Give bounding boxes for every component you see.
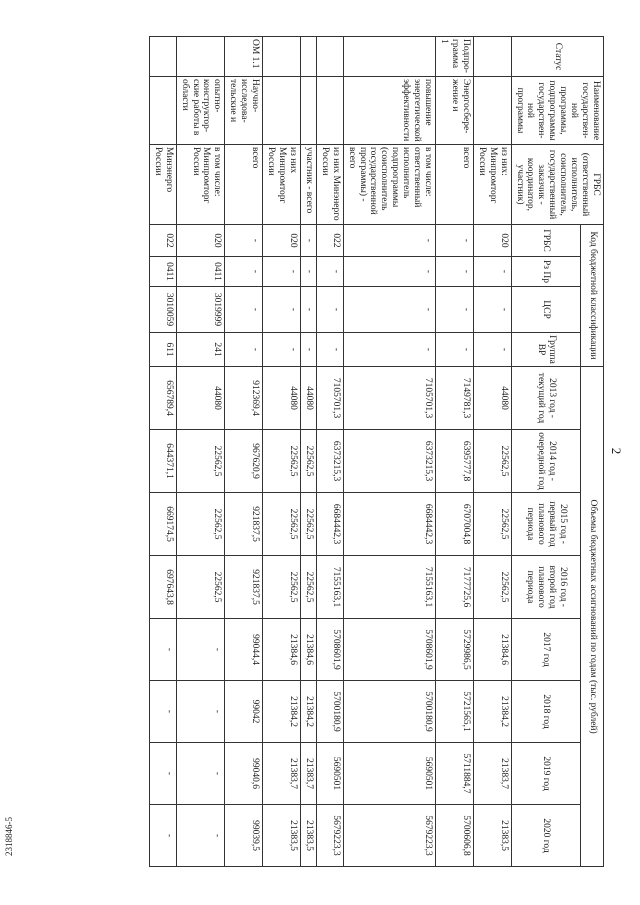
row-grbs: - (436, 225, 474, 257)
row-value: 44080 (300, 367, 316, 430)
row-grbs: - (225, 225, 263, 257)
row-rzpr: - (473, 257, 511, 287)
row-value: 656789,4 (149, 367, 176, 430)
col-grbs: ГРБС (511, 225, 581, 257)
row-value: 21384,2 (263, 681, 301, 743)
col-year-2017: 2017 год (511, 619, 581, 681)
row-value: 5690501 (343, 743, 435, 805)
row-value: 7105701,3 (316, 367, 343, 430)
row-rzpr: - (343, 257, 435, 287)
row-value: 21383,7 (263, 743, 301, 805)
row-value: 5700180,9 (316, 681, 343, 743)
row-value: 22562,5 (300, 493, 316, 556)
col-code-group: Код бюджетной классификации (581, 225, 604, 367)
row-status (473, 37, 511, 77)
row-value: - (149, 805, 176, 867)
row-value: 22562,5 (473, 493, 511, 556)
row-status: Подпро-грамма 1 (436, 37, 474, 77)
row-csr: - (225, 287, 263, 333)
row-value: 6707004,8 (436, 493, 474, 556)
table-row (343, 37, 435, 867)
table-row (436, 37, 474, 867)
row-value: 99040,6 (225, 743, 263, 805)
row-value: 697643,8 (149, 556, 176, 619)
table-row (300, 37, 316, 867)
row-grbs-resp: Минэнерго России (149, 145, 176, 225)
row-grbs-resp: из них Минэнерго России (316, 145, 343, 225)
row-value: 921837,5 (225, 556, 263, 619)
row-value: - (176, 805, 225, 867)
row-value: 22562,5 (263, 556, 301, 619)
row-grbs: - (343, 225, 435, 257)
row-grbs-resp: в том числе: Минпромторг России (176, 145, 225, 225)
header-row-1 (581, 37, 604, 867)
table-row (149, 37, 176, 867)
row-value: 21384,2 (300, 681, 316, 743)
row-value: 5711884,7 (436, 743, 474, 805)
row-value: 44080 (176, 367, 225, 430)
row-vr: - (225, 333, 263, 367)
row-value: 21383,5 (300, 805, 316, 867)
row-vr: - (300, 333, 316, 367)
row-rzpr: 0411 (176, 257, 225, 287)
row-value: 5679223,3 (316, 805, 343, 867)
page-number: 2 (609, 447, 624, 455)
table-row (316, 37, 343, 867)
row-name: Научно-исследова-тельские и (225, 77, 263, 145)
table-row (263, 37, 301, 867)
col-year-2020: 2020 год (511, 805, 581, 867)
row-grbs-resp: из них: Минпромторг России (473, 145, 511, 225)
row-grbs-resp: участник - всего (300, 145, 316, 225)
row-name (300, 77, 316, 145)
row-csr: 3019999 (176, 287, 225, 333)
row-value: 22562,5 (300, 556, 316, 619)
row-vr: - (316, 333, 343, 367)
row-value: - (176, 681, 225, 743)
row-name: повышение энергетической эффективности (343, 77, 435, 145)
row-status: ОМ 1.1 (225, 37, 263, 77)
row-value: 22562,5 (176, 556, 225, 619)
row-value: 22562,5 (176, 493, 225, 556)
row-value: 21383,5 (263, 805, 301, 867)
row-rzpr: 0411 (149, 257, 176, 287)
row-grbs-resp: в том числе: ответственный исполнитель подпрограммы (соисполнитель государственной программы) - всего (343, 145, 435, 225)
row-vr: - (436, 333, 474, 367)
table-row (176, 37, 225, 867)
row-value: 22562,5 (473, 556, 511, 619)
row-csr: - (436, 287, 474, 333)
row-value: 5700180,9 (343, 681, 435, 743)
row-csr: 3010059 (149, 287, 176, 333)
row-rzpr: - (263, 257, 301, 287)
row-grbs: 020 (176, 225, 225, 257)
row-value: 5721565,1 (436, 681, 474, 743)
row-value: 921837,5 (225, 493, 263, 556)
row-grbs: 022 (316, 225, 343, 257)
budget-table (149, 36, 604, 867)
row-value: - (176, 619, 225, 681)
row-csr: - (263, 287, 301, 333)
table-row (225, 37, 263, 867)
row-name (149, 77, 176, 145)
table-row (473, 37, 511, 867)
row-csr: - (473, 287, 511, 333)
row-grbs: - (300, 225, 316, 257)
row-value: 99044,4 (225, 619, 263, 681)
row-value: 5708601,9 (316, 619, 343, 681)
row-value: 644371,1 (149, 430, 176, 493)
row-value: 99039,5 (225, 805, 263, 867)
row-grbs-resp: всего (225, 145, 263, 225)
row-value: 21384,6 (300, 619, 316, 681)
row-grbs: 020 (473, 225, 511, 257)
row-name (316, 77, 343, 145)
row-value: 967620,9 (225, 430, 263, 493)
row-value: 7177725,6 (436, 556, 474, 619)
row-rzpr: - (316, 257, 343, 287)
row-value: - (149, 743, 176, 805)
row-csr: - (343, 287, 435, 333)
col-year-2016: 2016 год - второй год планового периода (511, 556, 581, 619)
col-vr: Группа ВР (511, 333, 581, 367)
row-value: - (176, 743, 225, 805)
row-value: 21384,6 (473, 619, 511, 681)
row-value: 21383,5 (473, 805, 511, 867)
row-value: 22562,5 (300, 430, 316, 493)
row-value: 22562,5 (176, 430, 225, 493)
row-value: 912369,4 (225, 367, 263, 430)
row-value: 99042 (225, 681, 263, 743)
row-value: - (149, 619, 176, 681)
table-body (149, 37, 511, 867)
row-name: опытно-конструктор-ские работы в области (176, 77, 225, 145)
col-year-2018: 2018 год (511, 681, 581, 743)
row-value: 7155163,1 (343, 556, 435, 619)
col-year-2015: 2015 год - первый год планового периода (511, 493, 581, 556)
row-vr: 241 (176, 333, 225, 367)
col-rzpr: Рз Пр (511, 257, 581, 287)
row-grbs-resp: из них Минпромторг России (263, 145, 301, 225)
row-vr: - (343, 333, 435, 367)
row-value: 6684442,3 (343, 493, 435, 556)
row-value: 21383,7 (473, 743, 511, 805)
row-name (473, 77, 511, 145)
row-value: 7149781,3 (436, 367, 474, 430)
row-status (316, 37, 343, 77)
row-value: 5729986,5 (436, 619, 474, 681)
row-grbs: 020 (263, 225, 301, 257)
row-value: 6395777,8 (436, 430, 474, 493)
doc-code: 2318846-5 (4, 817, 14, 856)
row-value: 669174,5 (149, 493, 176, 556)
row-rzpr: - (225, 257, 263, 287)
rotated-page (66, 36, 626, 866)
col-csr: ЦСР (511, 287, 581, 333)
row-grbs-resp: всего (436, 145, 474, 225)
row-vr: - (263, 333, 301, 367)
row-value: 22562,5 (473, 430, 511, 493)
col-volumes: Объемы бюджетных ассигнований по годам (тыс. рублей) (581, 367, 604, 867)
row-status (263, 37, 301, 77)
row-value: 6373215,3 (316, 430, 343, 493)
row-name (263, 77, 301, 145)
col-year-2014: 2014 год - очередной год (511, 430, 581, 493)
row-status (300, 37, 316, 77)
row-status (149, 37, 176, 77)
row-value: 21383,7 (300, 743, 316, 805)
col-year-2019: 2019 год (511, 743, 581, 805)
row-value: 21384,6 (263, 619, 301, 681)
row-name: Энергосбере-жение и (436, 77, 474, 145)
row-rzpr: - (436, 257, 474, 287)
row-value: 5708601,9 (343, 619, 435, 681)
row-rzpr: - (300, 257, 316, 287)
col-status: Статус (511, 37, 603, 77)
row-value: 5679223,3 (343, 805, 435, 867)
row-value: 21384,2 (473, 681, 511, 743)
col-year-2013: 2013 год - текущий год (511, 367, 581, 430)
row-grbs: 022 (149, 225, 176, 257)
col-grbs-resp: ГРБС (ответственный исполнитель, соисполнитель, государственный заказчик - координатор, участник) (511, 145, 603, 225)
row-csr: - (316, 287, 343, 333)
row-value: 7105701,3 (343, 367, 435, 430)
row-value: 7155163,1 (316, 556, 343, 619)
row-value: 6373215,3 (343, 430, 435, 493)
row-value: 5690501 (316, 743, 343, 805)
row-value: 44080 (263, 367, 301, 430)
row-vr: 611 (149, 333, 176, 367)
row-status (343, 37, 435, 77)
row-value: 22562,5 (263, 430, 301, 493)
row-status (176, 37, 225, 77)
row-vr: - (473, 333, 511, 367)
row-value: 6684442,3 (316, 493, 343, 556)
row-csr: - (300, 287, 316, 333)
col-name: Наименование государствен-ной программы, подпрограммы государствен-ной программы (511, 77, 603, 145)
row-value: 44080 (473, 367, 511, 430)
row-value: 5700606,8 (436, 805, 474, 867)
row-value: - (149, 681, 176, 743)
row-value: 22562,5 (263, 493, 301, 556)
